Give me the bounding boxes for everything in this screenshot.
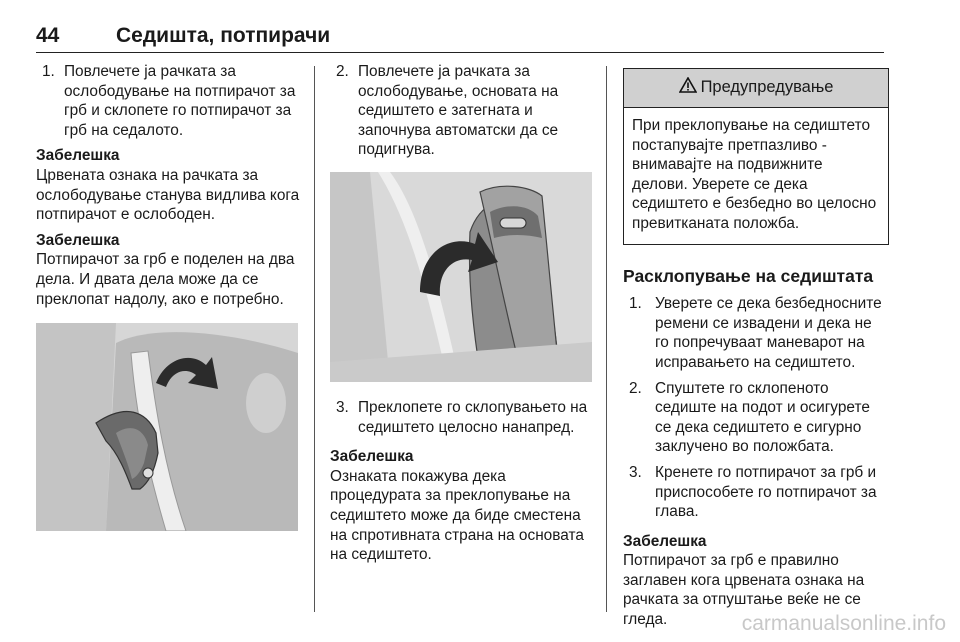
note-body: Ознаката покажува дека процедурата за преклопување на седиштето може да биде сместена на спротивната страна на основата на седиштето. xyxy=(330,467,584,564)
step-1 xyxy=(36,62,302,140)
column-3 xyxy=(623,66,889,634)
note-body: Потпирачот за грб е поделен на два дела. И двата дела може да се преклопат надолу, ако е потребно. xyxy=(36,251,295,308)
warning-text: При преклопување на седиштето постапувајте претпазливо - внимавајте на подвижните делови. Уверете се дека седиштето е безбедно во целосно превитканата положба. xyxy=(632,117,877,232)
figure-seat-lift xyxy=(330,172,592,382)
warning-box xyxy=(623,68,889,245)
note-title: Забелешка xyxy=(36,231,120,249)
column-2 xyxy=(330,62,596,569)
step-number: 3. xyxy=(336,398,349,416)
unfold-step-1 xyxy=(623,294,889,372)
seat-lift-illustration xyxy=(330,172,592,382)
warning-title: Предупредување xyxy=(700,78,834,97)
step-text: Кренете го потпирачот за грб и приспособете го потпирачот за глава. xyxy=(655,463,877,521)
page-title: Седишта, потпирачи xyxy=(116,24,331,47)
step-text: Повлечете ја рачката за ослободување, основата на седиштето е затегната и започнува автоматски да се подигнува. xyxy=(358,63,559,159)
release-lever-illustration xyxy=(36,323,298,531)
column-divider xyxy=(314,66,315,612)
step-number: 2. xyxy=(629,379,642,397)
step-text: Уверете се дека безбедносните ремени се извадени и дека не го попречуваат маневарот на исправањето на седиштето. xyxy=(655,295,882,371)
column-divider xyxy=(606,66,607,612)
unfold-step-3 xyxy=(623,463,889,522)
step-number: 1. xyxy=(42,63,55,80)
note-body: Црвената ознака на рачката за ослободување станува видлива кога потпирачот е ослободен. xyxy=(36,166,300,224)
unfold-step-2 xyxy=(623,379,889,457)
page-number: 44 xyxy=(36,24,60,47)
step-text: Спуштете го склопеното седиште на подот и осигурете се дека седиштето е сигурно заклучено во положбата. xyxy=(655,379,870,456)
column-1 xyxy=(36,62,302,531)
step-text: Преклопете го склопувањето на седиштето целосно нанапред. xyxy=(358,398,588,436)
note-title: Забелешка xyxy=(36,147,120,165)
warning-triangle-icon xyxy=(679,77,697,99)
note-title: Забелешка xyxy=(330,448,414,466)
step-number: 2. xyxy=(336,63,349,80)
section-title: Расклопување на седиштата xyxy=(623,265,874,286)
watermark: carmanualsonline.info xyxy=(741,612,946,635)
step-text: Повлечете ја рачката за ослободување на потпирачот за грб и склопете го потпирачот за грб на седалото. xyxy=(64,63,296,139)
note-title: Забелешка xyxy=(623,532,707,550)
step-3 xyxy=(330,398,596,437)
step-number: 1. xyxy=(629,295,642,313)
warning-header xyxy=(624,69,888,108)
step-2 xyxy=(330,62,596,160)
step-number: 3. xyxy=(629,463,642,481)
figure-release-lever xyxy=(36,323,298,531)
note-body: Потпирачот за грб е правилно заглавен кога црвената ознака на рачката за отпуштање веќе не се гледа. xyxy=(623,552,865,629)
page-header xyxy=(36,22,884,53)
